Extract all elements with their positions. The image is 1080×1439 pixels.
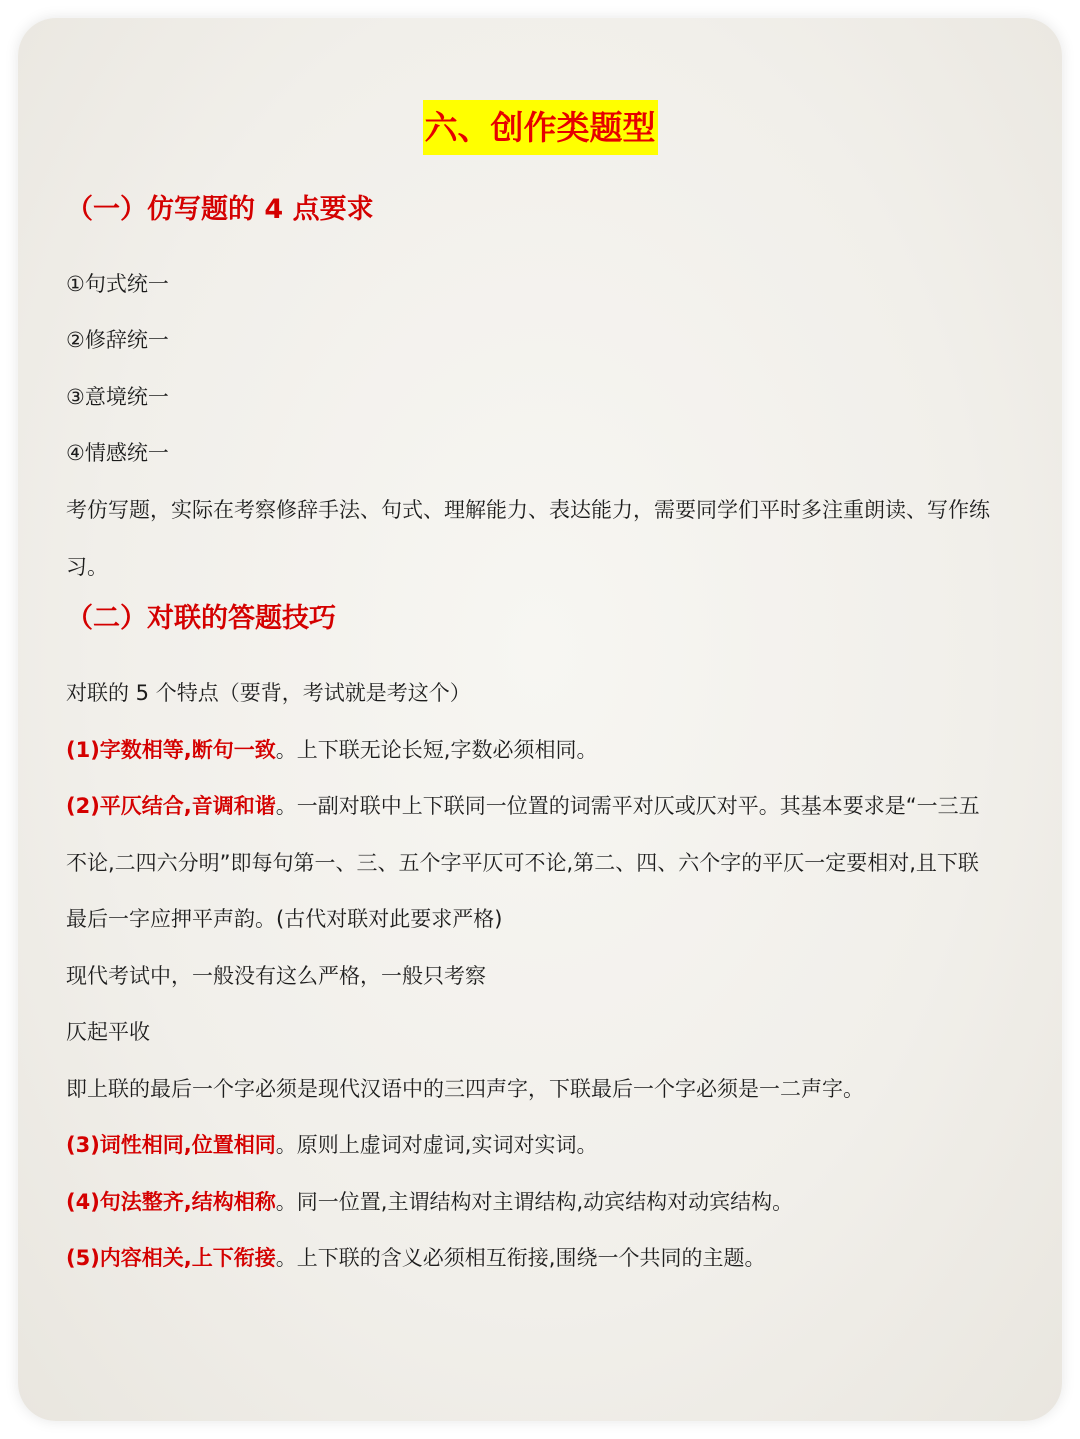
feature-5	[66, 1243, 1026, 1273]
feature-2	[66, 791, 1026, 821]
modern-exam-line2: 仄起平收	[66, 1020, 150, 1044]
feature-2-line3: 最后一字应押平声韵。(古代对联对此要求严格)	[66, 907, 503, 931]
feature-5-label: (5)内容相关,上下衔接	[66, 1246, 276, 1270]
requirement-item: ①句式统一	[66, 272, 169, 296]
section2-intro: 对联的 5 个特点（要背，考试就是考这个）	[66, 681, 471, 705]
section1-note-line2: 习。	[66, 555, 108, 579]
feature-3	[66, 1130, 1026, 1160]
requirement-item: ③意境统一	[66, 385, 169, 409]
section1-heading: （一）仿写题的 4 点要求	[66, 194, 374, 225]
feature-1-text: 。上下联无论长短,字数必须相同。	[275, 738, 598, 762]
feature-2-label: (2)平仄结合,音调和谐	[66, 794, 276, 818]
requirement-item: ②修辞统一	[66, 328, 169, 352]
feature-3-label: (3)词性相同,位置相同	[66, 1133, 276, 1157]
feature-4	[66, 1187, 1026, 1217]
feature-5-text: 。上下联的含义必须相互衔接,围绕一个共同的主题。	[275, 1246, 766, 1270]
page-title: 六、创作类题型	[423, 100, 658, 155]
feature-2-line2: 不论,二四六分明”即每句第一、三、五个字平仄可不论,第二、四、六个字的平仄一定要相对,且下联	[66, 851, 979, 875]
feature-1	[66, 735, 1026, 765]
feature-4-text: 。同一位置,主谓结构对主谓结构,动宾结构对动宾结构。	[275, 1190, 794, 1214]
title-container	[0, 100, 1080, 155]
section2-heading: （二）对联的答题技巧	[66, 603, 336, 634]
feature-1-label: (1)字数相等,断句一致	[66, 738, 276, 762]
feature-2-text: 。一副对联中上下联同一位置的词需平对仄或仄对平。其基本要求是“一三五	[275, 794, 980, 818]
feature-4-label: (4)句法整齐,结构相称	[66, 1190, 276, 1214]
section1-note-line1: 考仿写题，实际在考察修辞手法、句式、理解能力、表达能力，需要同学们平时多注重朗读、写作练	[66, 498, 990, 522]
modern-exam-line3: 即上联的最后一个字必须是现代汉语中的三四声字，下联最后一个字必须是一二声字。	[66, 1077, 864, 1101]
modern-exam-line1: 现代考试中，一般没有这么严格，一般只考察	[66, 964, 486, 988]
feature-3-text: 。原则上虚词对虚词,实词对实词。	[275, 1133, 598, 1157]
requirement-item: ④情感统一	[66, 441, 169, 465]
